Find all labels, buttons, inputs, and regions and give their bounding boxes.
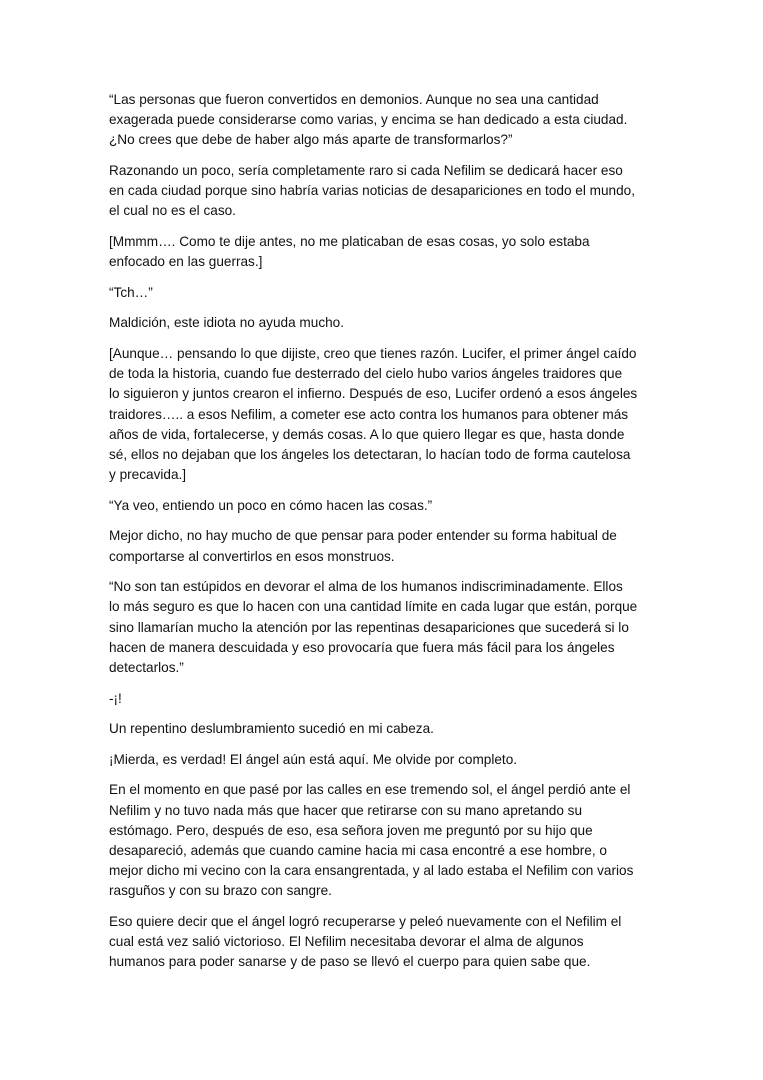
text-line: “Ya veo, entiendo un poco en cómo hacen las cosas.” bbox=[109, 497, 433, 513]
text-line: Nefilim y no tuvo nada más que hacer que retirarse con su mano apretando su bbox=[109, 802, 583, 818]
text-line: rasguños y con su brazo con sangre. bbox=[109, 883, 332, 899]
paragraph bbox=[109, 780, 655, 901]
text-line: “Las personas que fueron convertidos en demonios. Aunque no sea una cantidad bbox=[109, 92, 599, 107]
text-line: ¿No crees que debe de haber algo más aparte de transformarlos?” bbox=[109, 132, 513, 148]
text-line: desapareció, además que cuando camine hacia mi casa encontré a ese hombre, o bbox=[109, 842, 607, 858]
text-line: enfocado en las guerras.] bbox=[109, 254, 263, 270]
text-line: sé, ellos no dejaban que los ángeles los detectaran, lo hacían todo de forma cautelosa bbox=[109, 447, 631, 462]
paragraph bbox=[109, 90, 655, 151]
text-line: cual está vez salió victorioso. El Nefilim necesitaba devorar el alma de algunos bbox=[109, 934, 584, 950]
document-page bbox=[109, 90, 655, 983]
paragraph bbox=[109, 750, 655, 770]
paragraph bbox=[109, 912, 655, 973]
text-line: -¡! bbox=[109, 690, 122, 706]
paragraph bbox=[109, 161, 655, 222]
text-line: “No son tan estúpidos en devorar el alma de los humanos indiscriminadamente. Ellos bbox=[109, 579, 623, 595]
text-line: comportarse al convertirlos en esos monstruos. bbox=[109, 548, 395, 564]
text-line: humanos para poder sanarse y de paso se llevó el cuerpo para quien sabe que. bbox=[109, 954, 591, 970]
text-line: Eso quiere decir que el ángel logró recuperarse y peleó nuevamente con el Nefilim el bbox=[109, 913, 622, 929]
text-line: “Tch…” bbox=[109, 284, 153, 300]
text-line: En el momento en que pasé por las calles en ese tremendo sol, el ángel perdió ante el bbox=[109, 782, 631, 798]
text-line: hacen de manera descuidada y eso provocaría que fuera más fácil para los ángeles bbox=[109, 639, 615, 655]
text-line: Maldición, este idiota no ayuda mucho. bbox=[109, 315, 345, 331]
text-line: años de vida, fortalecerse, y demás cosas. A lo que quiero llegar es que, hasta donde bbox=[109, 426, 625, 442]
paragraph bbox=[109, 232, 655, 272]
text-line: Un repentino deslumbramiento sucedió en mi cabeza. bbox=[109, 721, 434, 737]
paragraph bbox=[109, 526, 655, 566]
paragraph bbox=[109, 577, 655, 678]
text-line: Mejor dicho, no hay mucho de que pensar para poder entender su forma habitual de bbox=[109, 528, 617, 544]
text-line: Razonando un poco, sería completamente raro si cada Nefilim se dedicará hacer eso bbox=[109, 163, 623, 178]
text-line: el cual no es el caso. bbox=[109, 203, 236, 219]
text-line: [Mmmm…. Como te dije antes, no me platicaban de esas cosas, yo solo estaba bbox=[109, 234, 590, 249]
text-line: detectarlos.” bbox=[109, 660, 184, 675]
text-line: [Aunque… pensando lo que dijiste, creo que tienes razón. Lucifer, el primer ángel caído bbox=[109, 345, 637, 361]
paragraph bbox=[109, 344, 655, 485]
paragraph bbox=[109, 719, 655, 739]
text-line: sino llamarían mucho la atención por las repentinas desapariciones que sucederá si lo bbox=[109, 619, 629, 635]
paragraph bbox=[109, 283, 655, 303]
paragraph bbox=[109, 313, 655, 333]
paragraph bbox=[109, 689, 655, 709]
text-line: en cada ciudad porque sino habría varias noticias de desapariciones en todo el mundo, bbox=[109, 183, 635, 199]
text-line: exagerada puede considerarse como varias, y encima se han dedicado a esta ciudad. bbox=[109, 112, 628, 128]
paragraph bbox=[109, 496, 655, 516]
text-line: lo siguieron y juntos crearon el infierno. Después de eso, Lucifer ordenó a esos ángeles bbox=[109, 386, 638, 402]
text-line: ¡Mierda, es verdad! El ángel aún está aquí. Me olvide por completo. bbox=[109, 751, 518, 767]
text-line: lo más seguro es que lo hacen con una cantidad límite en cada lugar que están, porque bbox=[109, 599, 638, 615]
text-line: mejor dicho mi vecino con la cara ensangrentada, y al lado estaba el Nefilim con varios bbox=[109, 863, 634, 879]
text-line: estómago. Pero, después de eso, esa señora joven me preguntó por su hijo que bbox=[109, 822, 593, 838]
text-line: de toda la historia, cuando fue desterrado del cielo hubo varios ángeles traidores que bbox=[109, 366, 623, 382]
text-line: traidores….. a esos Nefilim, a cometer ese acto contra los humanos para obtener más bbox=[109, 406, 629, 422]
text-line: y precavida.] bbox=[109, 467, 187, 483]
